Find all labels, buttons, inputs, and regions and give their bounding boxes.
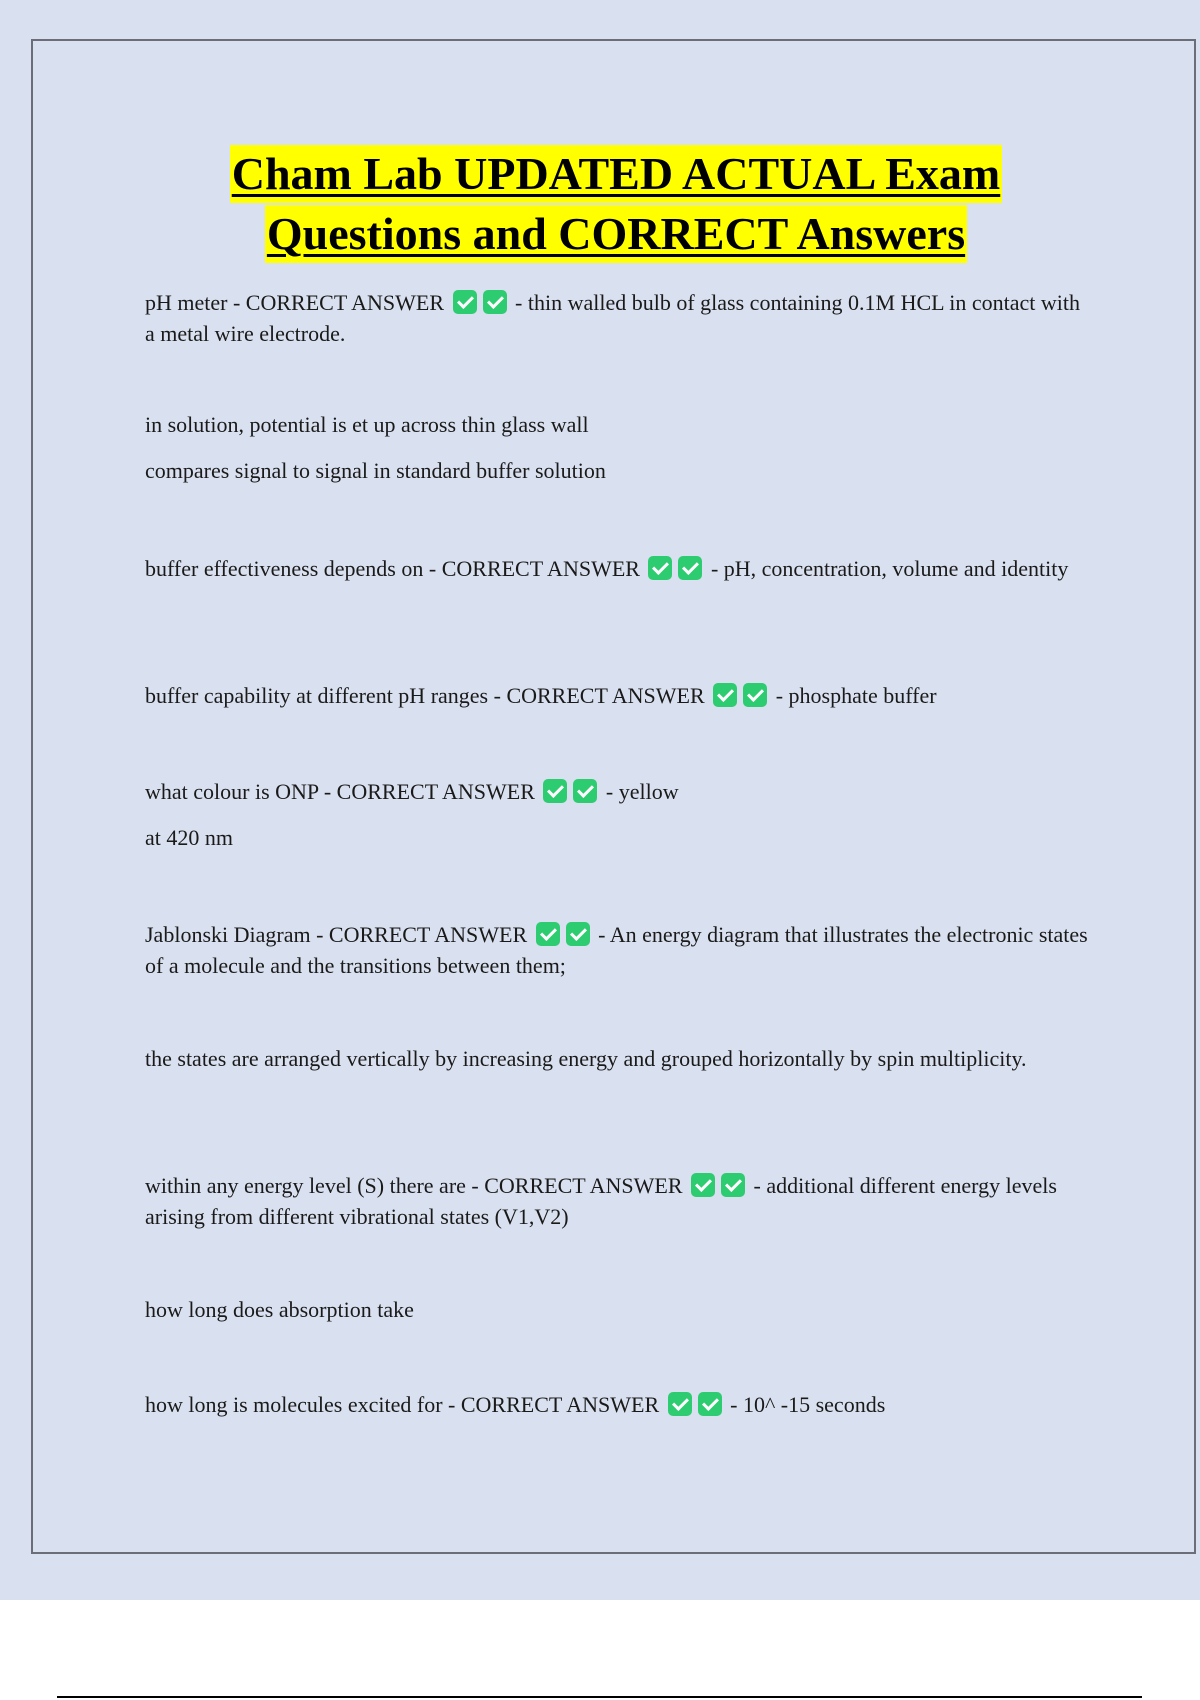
- qa-item: [145, 776, 1090, 807]
- check-icon: [543, 779, 567, 803]
- title-line-1: Cham Lab UPDATED ACTUAL Exam: [230, 145, 1002, 203]
- qa-item: [145, 1389, 1090, 1420]
- check-icon: [566, 922, 590, 946]
- question-text: pH meter -: [145, 290, 246, 315]
- qa-item: [145, 919, 1090, 981]
- answer-text: - yellow: [605, 779, 679, 804]
- note-text: the states are arranged vertically by increasing energy and grouped horizontally by spin multiplicity.: [145, 1046, 1027, 1071]
- answer-text: - additional different energy levels arising from different vibrational states (V1,V2): [145, 1173, 1057, 1229]
- answer-text: - thin walled bulb of glass containing 0.1M HCL in contact with a metal wire electrode.: [145, 290, 1081, 346]
- footer-divider: [57, 1696, 1142, 1698]
- title-line-2: Questions and CORRECT Answers: [265, 205, 967, 263]
- question-text: buffer capability at different pH ranges -: [145, 683, 507, 708]
- answer-marker: CORRECT ANSWER: [336, 779, 535, 804]
- answer-marker: CORRECT ANSWER: [328, 922, 528, 947]
- answer-text: - pH, concentration, volume and identity: [710, 556, 1069, 581]
- check-icon: [678, 556, 702, 580]
- question-text: within any energy level (S) there are -: [145, 1173, 485, 1198]
- question-text: buffer effectiveness depends on -: [145, 556, 442, 581]
- answer-text: - phosphate buffer: [775, 683, 937, 708]
- answer-marker: CORRECT ANSWER: [506, 683, 705, 708]
- qa-item: [145, 287, 1090, 349]
- answer-marker: CORRECT ANSWER: [484, 1173, 683, 1198]
- answer-text: - 10^ -15 seconds: [730, 1392, 886, 1417]
- note-text: compares signal to signal in standard buffer solution: [145, 458, 606, 483]
- check-icon: [691, 1173, 715, 1197]
- answer-marker: CORRECT ANSWER: [441, 556, 640, 581]
- check-icon: [453, 290, 477, 314]
- note-text: how long does absorption take: [145, 1297, 414, 1322]
- check-icon: [721, 1173, 745, 1197]
- check-icon: [536, 922, 560, 946]
- question-text: how long is molecules excited for -: [145, 1392, 461, 1417]
- qa-item: [145, 553, 1090, 584]
- check-icon: [743, 683, 767, 707]
- document-title: [0, 145, 1200, 265]
- note-text: at 420 nm: [145, 825, 233, 850]
- question-text: what colour is ONP -: [145, 779, 337, 804]
- answer-marker: CORRECT ANSWER: [245, 290, 445, 315]
- check-icon: [483, 290, 507, 314]
- qa-item: [145, 1170, 1090, 1232]
- check-icon: [648, 556, 672, 580]
- qa-item: [145, 680, 1090, 711]
- check-icon: [713, 683, 737, 707]
- answer-marker: CORRECT ANSWER: [460, 1392, 660, 1417]
- note-text: in solution, potential is et up across thin glass wall: [145, 412, 589, 437]
- check-icon: [668, 1392, 692, 1416]
- question-text: Jablonski Diagram -: [145, 922, 329, 947]
- check-icon: [698, 1392, 722, 1416]
- check-icon: [573, 779, 597, 803]
- answer-text: - An energy diagram that illustrates the electronic states of a molecule and the transitions between them;: [145, 922, 1088, 978]
